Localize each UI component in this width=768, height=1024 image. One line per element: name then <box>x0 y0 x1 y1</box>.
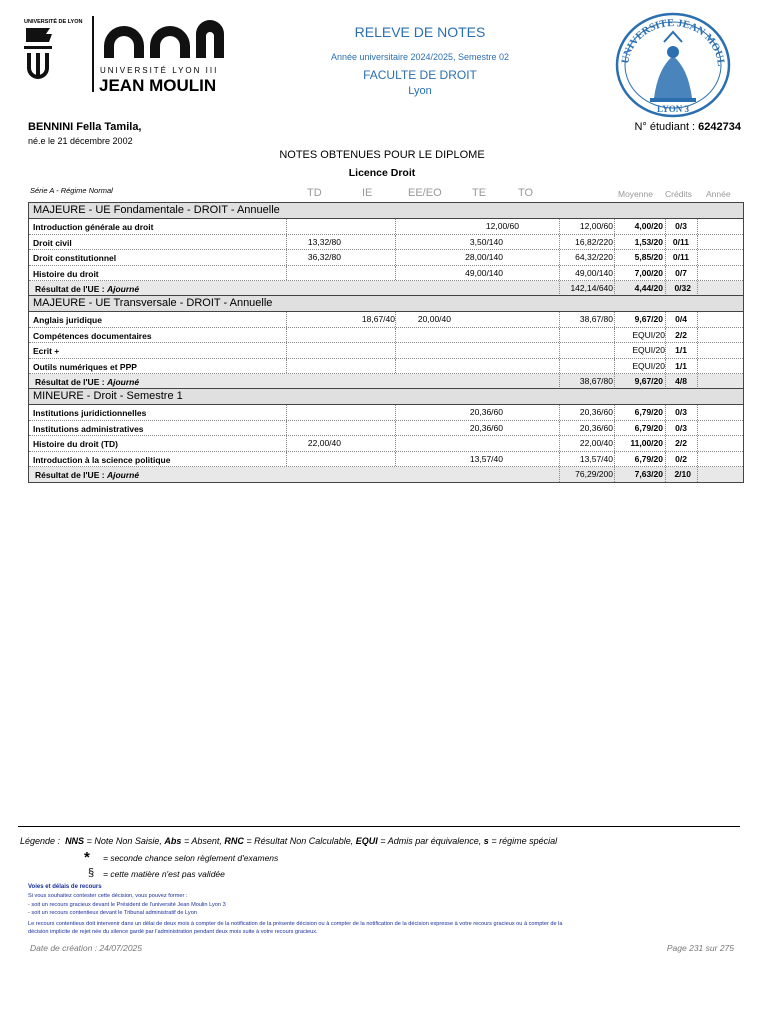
university-seal <box>614 12 732 118</box>
credits: 0/3 <box>675 422 687 433</box>
student-birth: né.e le 21 décembre 2002 <box>28 136 133 146</box>
ue-block-title: MAJEURE - UE Fondamentale - DROIT - Annuelle <box>29 203 743 219</box>
seal-text-top: UNIVERSITE JEAN MOUL <box>620 17 727 67</box>
grade-total: 64,32/220 <box>575 252 613 262</box>
col-eeeo: EE/EO <box>408 187 442 199</box>
credits: 0/11 <box>672 236 689 247</box>
credits: 1/1 <box>675 360 687 371</box>
grade-total: 20,36/60 <box>579 407 613 417</box>
course-name: Anglais juridique <box>33 315 102 325</box>
grade-moyenne: 9,67/20 <box>634 314 663 324</box>
grade-te: 20,36/60 <box>469 422 503 433</box>
ue-result-row <box>29 374 743 389</box>
grade-moyenne: 1,53/20 <box>634 236 663 247</box>
legend-line: Légende : NNS = Note Non Saisie, Abs = Absent, RNC = Résultat Non Calculable, EQUI = Admis par équivalence, s = régime spécial <box>20 836 558 846</box>
legend-divider <box>18 826 740 827</box>
col-annee: Année <box>706 189 731 199</box>
course-name: Institutions administratives <box>33 423 144 434</box>
credits: 0/4 <box>675 314 687 324</box>
appeal-line-3: - soit un recours contentieux devant le Tribunal administratif de Lyon <box>28 910 197 916</box>
table-row <box>29 359 743 375</box>
table-row <box>29 436 743 452</box>
grade-moyenne: 6,79/20 <box>634 422 663 433</box>
grade-moyenne: EQUI/20 <box>632 345 665 355</box>
grade-moyenne: 11,00/20 <box>630 438 663 448</box>
grade-moyenne: 6,79/20 <box>634 407 663 417</box>
table-row <box>29 452 743 468</box>
course-name: Ecrit + <box>33 346 60 356</box>
section-symbol: § <box>88 867 95 879</box>
ue-block-fondamentale <box>28 202 744 297</box>
notes-title: NOTES OBTENUES POUR LE DIPLOME <box>279 149 485 161</box>
grade-moyenne: 4,00/20 <box>634 221 663 231</box>
academic-year: Année universitaire 2024/2025, Semestre 02 <box>330 52 510 62</box>
result-credits: 2/10 <box>674 469 691 479</box>
grade-te: 12,00/60 <box>485 221 519 231</box>
col-credits: Crédits <box>665 189 692 199</box>
appeal-line-5: décision implicite de rejet née du silence gardé par l'administration pendant deux mois suite à votre recours gracieux. <box>28 929 318 935</box>
grade-eeeo: 20,00/40 <box>417 314 451 324</box>
course-name: Histoire du droit <box>33 268 99 279</box>
table-row <box>29 219 743 235</box>
credits: 0/3 <box>675 407 687 417</box>
grade-moyenne: 7,00/20 <box>634 267 663 278</box>
result-moyenne: 9,67/20 <box>634 376 663 386</box>
credits: 0/7 <box>675 267 687 278</box>
course-name: Introduction générale au droit <box>33 222 154 232</box>
section-legend: = cette matière n'est pas validée <box>103 869 225 879</box>
grade-te: 13,57/40 <box>469 453 503 464</box>
course-name: Outils numériques et PPP <box>33 361 137 372</box>
document-title: RELEVE DE NOTES <box>354 24 486 40</box>
appeal-line-4: Le recours contentieux doit intervenir dans un délai de deux mois à compter de la notification de la présente décision ou à compter de la notification de la décision expresse à votre recours gracieux ou à compter de la <box>28 921 563 927</box>
logo-line1: UNIVERSITÉ LYON III <box>100 66 219 75</box>
star-symbol: * <box>84 849 90 866</box>
svg-text:UNIVERSITE JEAN MOULIN <box>614 12 726 67</box>
ue-result-row <box>29 281 743 296</box>
course-name: Histoire du droit (TD) <box>33 439 118 449</box>
ue-block-title: MINEURE - Droit - Semestre 1 <box>29 389 743 405</box>
diploma-name: Licence Droit <box>348 167 416 179</box>
credits: 0/3 <box>675 221 687 231</box>
grade-te: 3,50/140 <box>469 236 503 247</box>
result-label: Résultat de l'UE : Ajourné <box>35 377 140 387</box>
course-name: Compétences documentaires <box>33 330 152 341</box>
grade-td: 13,32/80 <box>307 236 341 247</box>
appeal-line-1: Si vous souhaitez contester cette décision, vous pouvez former : <box>28 893 188 899</box>
table-row <box>29 343 743 359</box>
col-te: TE <box>472 187 487 199</box>
result-credits: 0/32 <box>674 283 691 293</box>
student-id <box>634 121 741 133</box>
col-td: TD <box>307 187 322 199</box>
grade-te: 20,36/60 <box>469 407 503 417</box>
result-credits: 4/8 <box>675 376 687 386</box>
table-row <box>29 328 743 344</box>
result-total: 38,67/80 <box>579 376 613 386</box>
grade-ie: 18,67/40 <box>361 314 395 324</box>
table-row <box>29 312 743 328</box>
grade-total: 13,57/40 <box>579 453 613 464</box>
ue-block-transversale <box>28 295 744 390</box>
col-moyenne: Moyenne <box>618 189 653 199</box>
page-number: Page 231 sur 275 <box>666 943 734 953</box>
university-logo <box>20 16 230 94</box>
seal-text-bottom: LYON 3 <box>657 104 689 114</box>
credits: 1/1 <box>675 345 687 355</box>
city-name: Lyon <box>408 85 432 97</box>
grade-moyenne: EQUI/20 <box>632 360 665 371</box>
credits: 2/2 <box>675 438 687 448</box>
credits: 0/2 <box>675 453 687 464</box>
course-name: Droit civil <box>33 237 72 248</box>
grade-td: 22,00/40 <box>307 438 341 448</box>
course-name: Introduction à la science politique <box>33 454 171 465</box>
logo-line2: JEAN MOULIN <box>99 76 217 94</box>
table-row <box>29 405 743 421</box>
course-name: Droit constitutionnel <box>33 253 117 263</box>
student-id-value: 6242734 <box>698 121 741 133</box>
logo-small-text: UNIVERSITÉ DE LYON <box>24 19 83 25</box>
result-total: 142,14/640 <box>570 283 613 293</box>
table-row <box>29 266 743 282</box>
creation-date: Date de création : 24/07/2025 <box>30 943 142 953</box>
course-name: Institutions juridictionnelles <box>33 408 147 418</box>
student-id-label: N° étudiant : <box>634 121 696 133</box>
table-row <box>29 421 743 437</box>
result-moyenne: 4,44/20 <box>634 283 663 293</box>
table-row <box>29 250 743 266</box>
grade-total: 16,82/220 <box>575 236 613 247</box>
credits: 0/11 <box>672 252 689 262</box>
ue-block-title: MAJEURE - UE Transversale - DROIT - Annuelle <box>29 296 743 312</box>
grade-moyenne: 6,79/20 <box>634 453 663 464</box>
student-name: BENNINI Fella Tamila, <box>28 121 142 133</box>
faculty-name: FACULTE DE DROIT <box>363 68 477 82</box>
grade-moyenne: 5,85/20 <box>634 252 663 262</box>
serie-label: Série A - Régime Normal <box>30 186 113 195</box>
grade-te: 49,00/140 <box>465 267 503 278</box>
appeal-title: Voies et délais de recours <box>28 884 102 890</box>
result-moyenne: 7,63/20 <box>634 469 663 479</box>
ue-block-mineure <box>28 388 744 483</box>
col-ie: IE <box>362 187 373 199</box>
credits: 2/2 <box>675 329 687 340</box>
grade-td: 36,32/80 <box>307 252 341 262</box>
table-row <box>29 235 743 251</box>
grade-total: 49,00/140 <box>575 267 613 278</box>
grade-total: 20,36/60 <box>579 422 613 433</box>
result-total: 76,29/200 <box>575 469 613 479</box>
result-label: Résultat de l'UE : Ajourné <box>35 470 140 480</box>
star-legend: = seconde chance selon règlement d'examens <box>103 853 279 863</box>
ue-result-row <box>29 467 743 482</box>
grade-moyenne: EQUI/20 <box>632 329 665 340</box>
grade-te: 28,00/140 <box>465 252 503 262</box>
grade-total: 38,67/80 <box>579 314 613 324</box>
grade-total: 12,00/60 <box>579 221 613 231</box>
result-label: Résultat de l'UE : Ajourné <box>35 284 140 294</box>
appeal-line-2: - soit un recours gracieux devant le Président de l'université Jean Moulin Lyon 3 <box>28 902 226 908</box>
grade-total: 22,00/40 <box>579 438 613 448</box>
col-to: TO <box>518 187 534 199</box>
